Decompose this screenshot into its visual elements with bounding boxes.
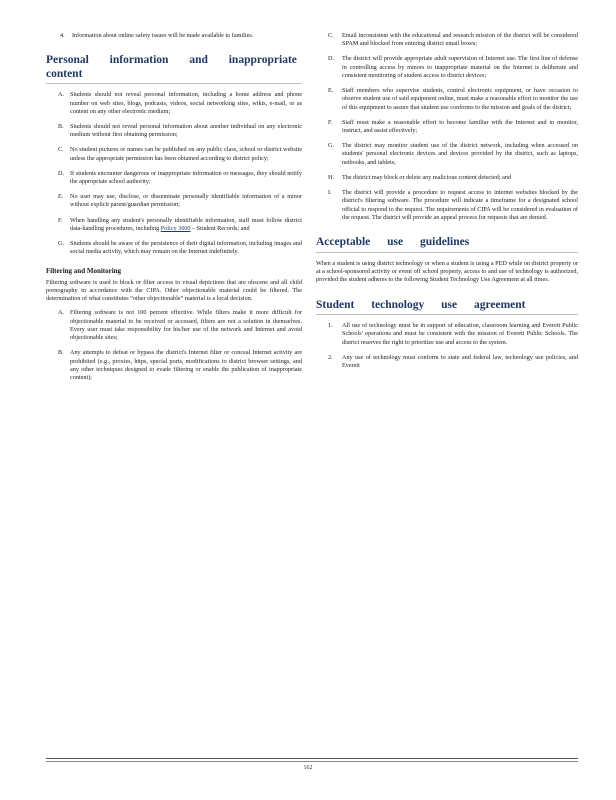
item-text: No user may use, disclose, or disseminate personally identifiable information of a minor without explicit parent/guardian permission;: [70, 193, 302, 209]
item-text: Students should not reveal personal information, including a home address and phone number on web sites, blogs, podcasts, videos, social networking sites, wikis, e-mail, or as content on any other electronic medium;: [70, 91, 302, 115]
item-text: Staff members who supervise students, control electronic equipment, or have occasion to observe student use of said equipment online, must make a reasonable effort to monitor the use of this equipment to assure that student use conforms to the mission and goals of the district;: [342, 87, 578, 111]
student-technology-list: [316, 322, 578, 370]
item-label: 4.: [60, 32, 65, 39]
item-text: Filtering software is not 100 percent effective. While filters make it more difficult for objectionable material to be received or accessed, filters are not a solution in themselves. Every user must take responsibility for his/her use of the network and Internet and avoid objectionable sites;: [70, 309, 302, 342]
item-text: All use of technology must be in support of education, classroom learning and Everett Public Schools' operations and must be consistent with the mission of Everett Public Schools. The district reserves the right to prioritize use and access to the system.: [342, 322, 578, 346]
section-title-personal-information: Personal information and inappropriate content: [46, 54, 297, 80]
left-column: [46, 32, 302, 389]
item-label: A.: [58, 91, 65, 99]
filtering-list: [46, 309, 302, 382]
list-item: [46, 240, 302, 257]
item-text: The district may block or delete any malicious content detected; and: [342, 173, 512, 181]
item-text: Staff must make a reasonable effort to become familiar with the Internet and to monitor, instruct, and assist effectively;: [342, 118, 578, 135]
item-text: The district may monitor student use of the district network, including when accessed on students' personal electronic devices and devices provided by the district, such as laptops, netbooks, and tablets;: [342, 142, 578, 166]
list-item: [46, 32, 302, 40]
filtering-paragraph: Filtering software is used to block or filter access to visual depictions that are obscene and all child pornography in accordance with the CIPA. Other objectionable material could be filtered. The determination of what constitutes “other objectionable” material is a local decision.: [46, 278, 302, 303]
item-text: The district will provide appropriate adult supervision of Internet use. The first line of defense in controlling access by minors to inappropriate material on the Internet is deliberate and consistent monitoring of student access to district devices;: [342, 55, 578, 79]
item-text: No student pictures or names can be published on any public class, school or district website unless the appropriate permission has been obtained according to district policy;: [70, 146, 302, 162]
item-label: G.: [58, 239, 65, 247]
right-column: [316, 32, 578, 377]
item-text-after: – Student Records; and: [190, 224, 250, 232]
item-label: A.: [58, 309, 65, 317]
item-text: Any attempts to defeat or bypass the district's Internet filter or conceal Internet activity are prohibited (e.g., proxies, https, special ports, modifications to district browser settings, and any other techniques designed to evade filtering or enable the publication of inappropriate content);: [70, 349, 302, 382]
item-label: E.: [58, 193, 64, 201]
section-divider: [316, 314, 578, 315]
list-item: [46, 123, 302, 140]
item-label: D.: [58, 169, 65, 177]
item-label: E.: [328, 87, 334, 95]
item-text: [70, 217, 302, 234]
list-item: [316, 354, 578, 371]
item-label: F.: [58, 216, 63, 224]
policy-3600-link[interactable]: Policy 3600: [160, 224, 191, 232]
item-label: D.: [328, 55, 335, 63]
item-label: I.: [328, 188, 332, 196]
list-item: [46, 91, 302, 116]
list-item: [316, 142, 578, 167]
item-label: 1.: [328, 322, 333, 330]
item-text: Information about online safety issues will be made available to families.: [72, 32, 254, 39]
item-text-before: When handling any student's personally identifiable information, staff must follow district data-handling procedures, including: [70, 216, 302, 232]
item-text: Any use of technology must conform to state and federal law, technology use policies, and Everett: [342, 353, 578, 369]
acceptable-use-paragraph: When a student is using district technology or when a student is using a PED while on district property or at a school-sponsored activity or event off school property, access to and use of technology is authorized, provided the student adheres to the following Student Technology Use Agreement at all times.: [316, 259, 578, 284]
item-label: C.: [58, 146, 64, 154]
item-label: G.: [328, 142, 335, 150]
list-item: [316, 87, 578, 112]
item-text: Email inconsistent with the educational and research mission of the district will be considered SPAM and blocked from entering district email boxes;: [342, 32, 578, 48]
list-item: [46, 309, 302, 342]
item-text: The district will provide a procedure to request access to internet websites blocked by the district's filtering software. The procedure will indicate a timeframe for a designated school official to respond to the request. The requirements of CIPA will be considered in evaluation of the request. The district will provide an appeal process for requests that are denied.: [342, 188, 578, 221]
footer-rule: [46, 758, 578, 759]
list-item: [316, 322, 578, 347]
item-label: 2.: [328, 353, 333, 361]
item-label: F.: [328, 118, 333, 126]
filtering-list-continued: [316, 32, 578, 222]
item-text: Students should not reveal personal information about another individual on any electronic medium without first obtaining permission;: [70, 122, 302, 139]
section-divider: [46, 83, 302, 84]
item-label: B.: [58, 349, 64, 357]
page-number: 162: [303, 765, 313, 771]
item-label: H.: [328, 173, 335, 181]
item-label: C.: [328, 32, 334, 39]
list-item: [46, 193, 302, 210]
list-item: [46, 349, 302, 382]
section-title-student-technology: Student technology use agreement: [316, 298, 526, 311]
list-item: [316, 174, 578, 182]
item-text: Students should be aware of the persistence of their digital information, including images and social media activity, which may remain on the Internet indefinitely.: [70, 239, 302, 256]
subheading-filtering-monitoring: Filtering and Monitoring: [46, 266, 122, 275]
section-title-acceptable-use: Acceptable use guidelines: [316, 236, 470, 249]
footer-rule-thin: [46, 761, 578, 762]
list-item: [46, 146, 302, 163]
item-label: B.: [58, 122, 64, 130]
list-item: [46, 170, 302, 187]
list-item: [316, 119, 578, 136]
list-item: [316, 189, 578, 222]
item-text: If students encounter dangerous or inappropriate information or messages, they should notify the appropriate school authority;: [70, 169, 302, 186]
list-item: [316, 55, 578, 80]
list-item: [46, 217, 302, 234]
list-item: [316, 32, 578, 49]
personal-information-list: [46, 91, 302, 256]
section-divider: [316, 252, 578, 253]
